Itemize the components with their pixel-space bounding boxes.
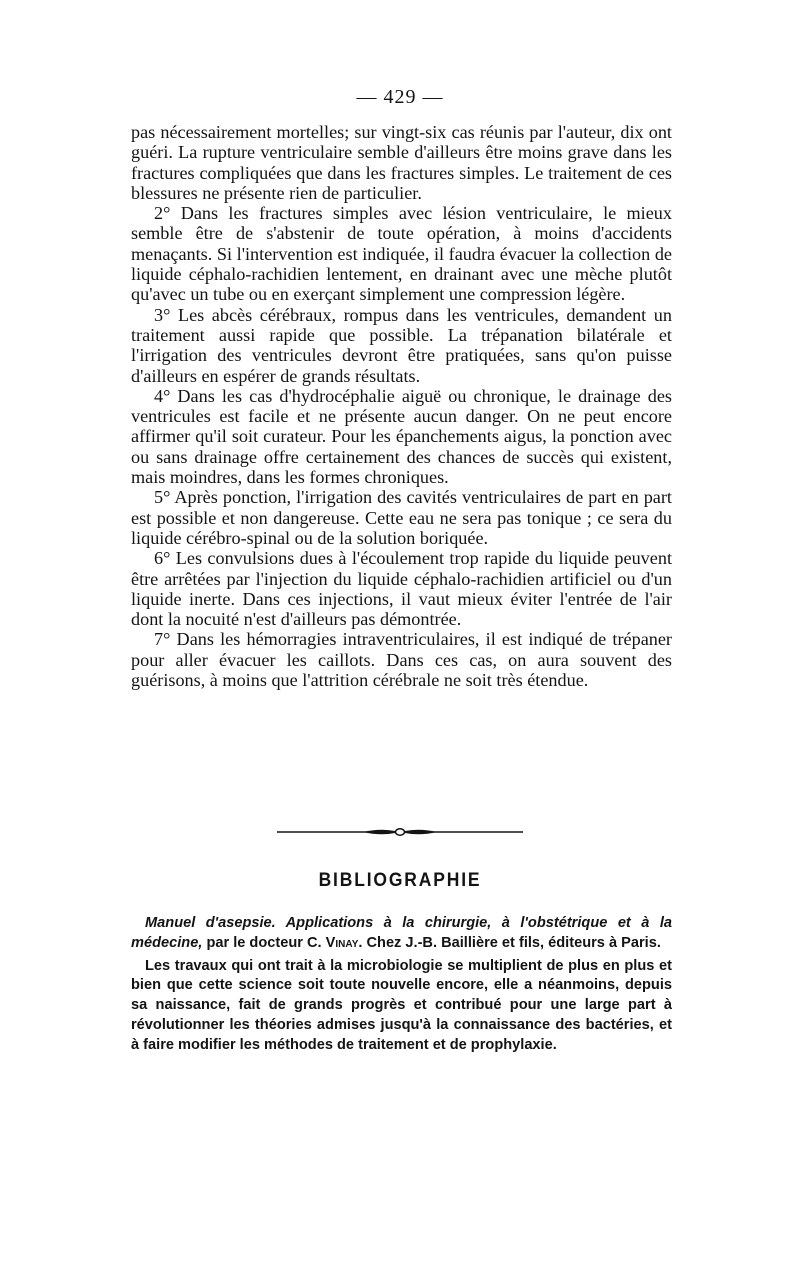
paragraph-item-7: 7° Dans les hémorragies intraventriculaires, il est indiqué de trépaner pour aller évacuer les caillots. Dans ces cas, on aura souvent des guérisons, à moins que l'attrition cérébrale ne soit très étendue. (131, 629, 672, 691)
paragraph-item-4: 4° Dans les cas d'hydrocéphalie aiguë ou chronique, le drainage des ventricules est facile et ne présente aucun danger. On ne peut encore affirmer qu'il soit curateur. Pour les épanchements aigus, la ponction avec ou sans drainage offre certainement des chances de succès qui existent, mais moindres, dans les formes chroniques. (131, 385, 672, 488)
reference-publisher: . Chez J.-B. Baillière et fils, éditeurs à Paris. (358, 934, 661, 951)
bibliography-section (131, 914, 672, 1056)
ornamental-divider (277, 825, 523, 839)
bibliography-reference (131, 914, 672, 954)
reference-author: Vinay (325, 934, 359, 951)
paragraph-item-3: 3° Les abcès cérébraux, rompus dans les ventricules, demandent un traitement aussi rapide que possible. La trépanation bilatérale et l'irrigation des ventricules devront être pratiquées, sans qu'on puisse d'ailleurs en espérer de grands résultats. (131, 304, 672, 386)
bibliography-heading: BIBLIOGRAPHIE (318, 870, 482, 891)
paragraph-continuation: pas nécessairement mortelles; sur vingt-six cas réunis par l'auteur, dix ont guéri. La rupture ventriculaire semble d'ailleurs être moins grave dans les fractures compliquées que dans les fractures simples. Le traitement de ces blessures ne présente rien de particulier. (131, 122, 672, 203)
paragraph-item-2: 2° Dans les fractures simples avec lésion ventriculaire, le mieux semble être de s'abstenir de toute opération, à moins d'accidents menaçants. Si l'intervention est indiquée, il faudra évacuer la collection de liquide céphalo-rachidien lentement, en drainant avec une mèche plutôt qu'avec un tube ou en exerçant simplement une compression légère. (131, 203, 672, 305)
paragraph-item-5: 5° Après ponction, l'irrigation des cavités ventriculaires de part en part est possible et non dangereuse. Cette eau ne sera pas tonique ; ce sera du liquide cérébro-spinal ou de la solution boriquée. (131, 487, 672, 548)
paragraph-item-6: 6° Les convulsions dues à l'écoulement trop rapide du liquide peuvent être arrêtées par l'injection du liquide céphalo-rachidien artificiel ou d'un liquide inerte. Dans ces injections, il vaut mieux éviter l'entrée de l'air dont la nocuité n'est d'ailleurs pas démontrée. (131, 548, 672, 630)
main-text (131, 122, 672, 690)
page-number: — 429 — (356, 86, 444, 108)
reference-by: par le docteur C. (202, 934, 326, 951)
bibliography-review: Les travaux qui ont trait à la microbiologie se multiplient de plus en plus et bien que cette science soit toute nouvelle encore, elle a néanmoins, depuis sa naissance, fait de grands progrès et contribué pour une large part à révolutionner les théories admises jusqu'à la connaissance des bactéries, et à faire modifier les méthodes de traitement et de prophylaxie. (131, 957, 672, 1053)
reference-title: Manuel d'asepsie. Applications à la chirurgie, à l'obstétrique et à la médecine, (131, 915, 672, 951)
